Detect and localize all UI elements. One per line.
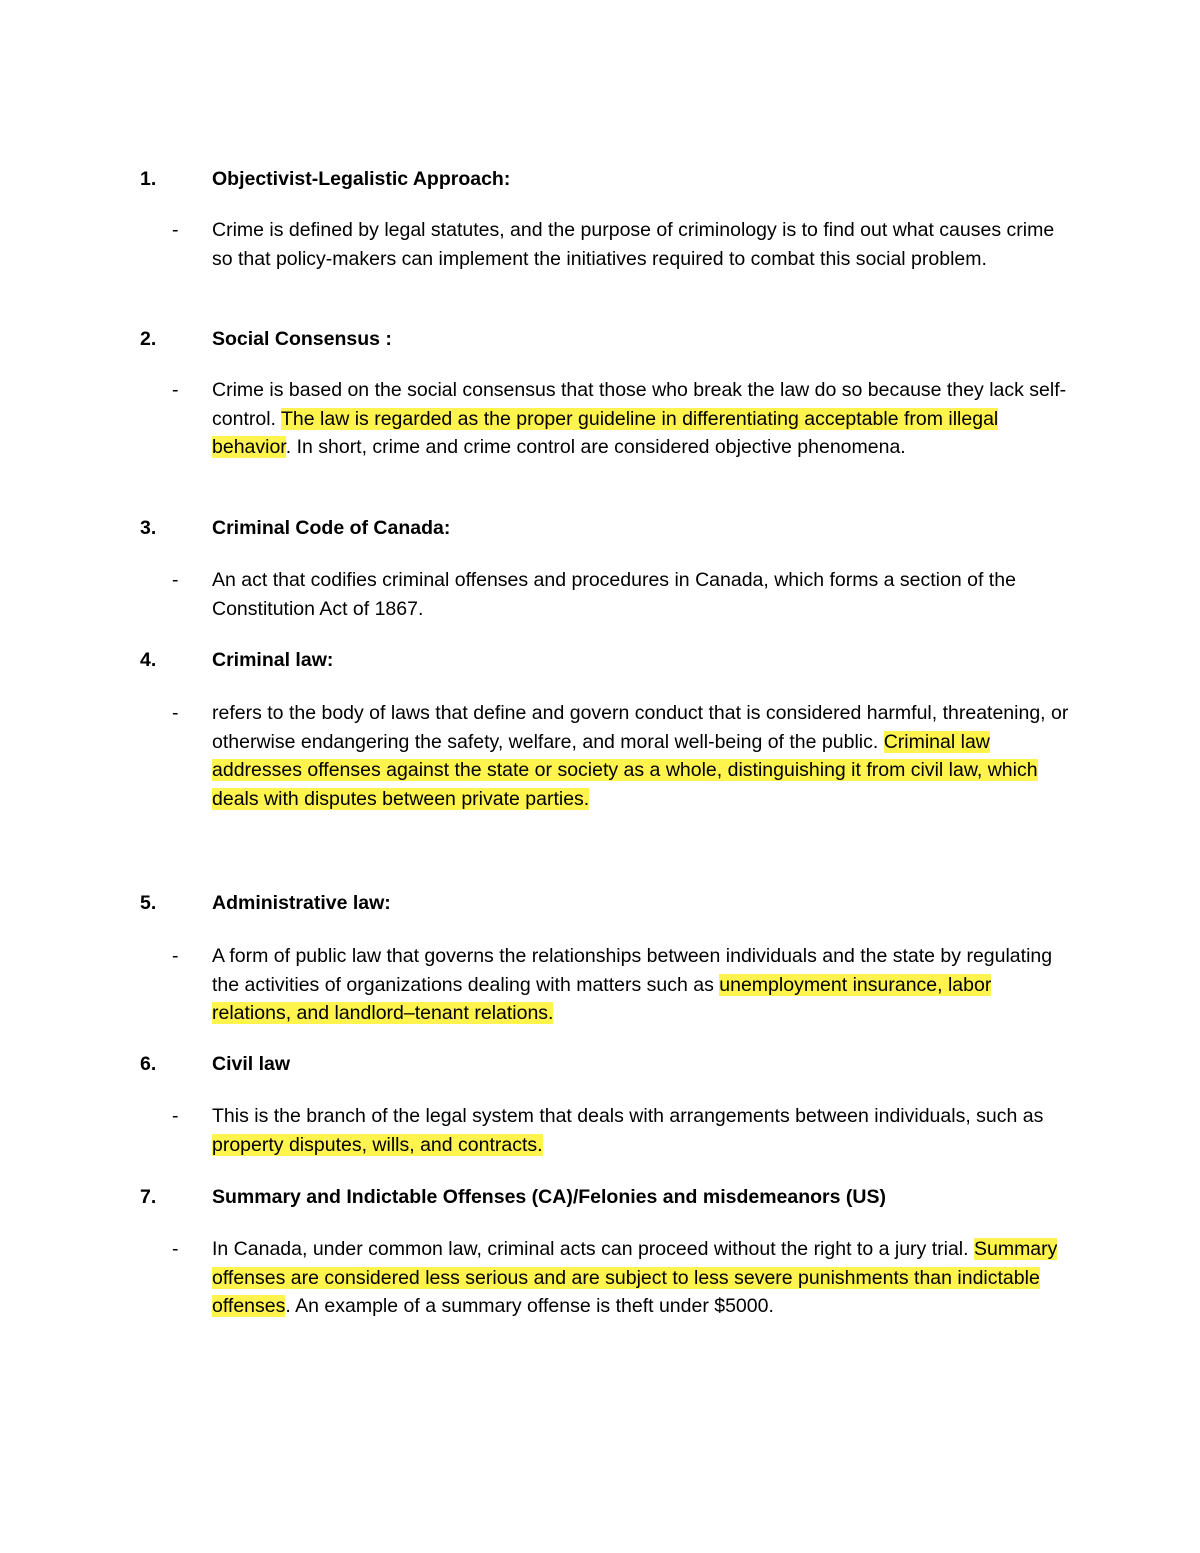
item-number-5: 5. [140,892,157,914]
item-text-7 [212,1235,1072,1321]
item-text-3 [212,566,1072,623]
item-title-1: Objectivist-Legalistic Approach: [212,168,511,190]
item-title-3: Criminal Code of Canada: [212,517,451,539]
bullet-dash: - [172,702,179,724]
text-segment: . An example of a summary offense is theft under $5000. [285,1295,774,1318]
text-segment: This is the branch of the legal system that deals with arrangements between individuals, such as [212,1105,1044,1127]
item-number-1: 1. [140,168,157,190]
bullet-dash: - [172,219,179,241]
highlighted-text: unemployment insurance, labor relations, and landlord–tenant relations. [212,973,992,1025]
item-text-6 [212,1102,1072,1159]
item-text-5 [212,942,1072,1028]
text-segment: Crime is defined by legal statutes, and the purpose of criminology is to find out what causes crime so that policy-makers can implement the initiatives required to combat this social problem. [212,219,1055,270]
text-segment: refers to the body of laws that define and govern conduct that is considered harmful, threatening, or otherwise endangering the safety, welfare, and moral well-being of the public. [212,702,1069,753]
text-segment: . In short, crime and crime control are considered objective phenomena. [285,436,906,459]
item-text-2 [212,376,1072,462]
item-heading-5 [140,889,391,917]
text-segment: A form of public law that governs the relationships between individuals and the state by regulating the activities of organizations dealing with matters such as [212,945,1053,996]
item-title-2: Social Consensus : [212,328,392,350]
bullet-dash: - [172,569,179,591]
highlighted-text: Criminal law addresses offenses against the state or society as a whole, distinguishing it from civil law, which deals with disputes between private parties. [212,730,1038,810]
item-heading-1 [140,165,510,193]
item-heading-7 [140,1183,886,1211]
item-heading-2 [140,325,392,353]
highlighted-text: The law is regarded as the proper guideline in differentiating acceptable from illegal behavior [212,407,999,459]
bullet-dash: - [172,1105,179,1127]
highlighted-text: Summary offenses are considered less serious and are subject to less severe punishments than indictable offenses [212,1238,1058,1318]
text-segment: In Canada, under common law, criminal acts can proceed without the right to a jury trial. [212,1238,974,1260]
bullet-dash: - [172,379,179,401]
item-number-4: 4. [140,649,157,671]
item-heading-6 [140,1050,290,1078]
item-title-7: Summary and Indictable Offenses (CA)/Felonies and misdemeanors (US) [212,1186,886,1208]
bullet-dash: - [172,945,179,967]
item-number-3: 3. [140,517,157,539]
bullet-dash: - [172,1238,179,1260]
item-number-6: 6. [140,1053,157,1075]
item-title-5: Administrative law: [212,892,391,914]
highlighted-text: property disputes, wills, and contracts. [212,1133,543,1156]
item-title-4: Criminal law: [212,649,334,671]
text-segment: Crime is based on the social consensus that those who break the law do so because they lack self-control. [212,379,1067,430]
item-text-1 [212,216,1072,273]
item-title-6: Civil law [212,1053,291,1075]
item-heading-3 [140,514,450,542]
item-text-4 [212,699,1072,813]
text-segment: An act that codifies criminal offenses and procedures in Canada, which forms a section of the Constitution Act of 1867. [212,569,1016,620]
item-number-2: 2. [140,328,157,350]
item-heading-4 [140,646,333,674]
item-number-7: 7. [140,1186,157,1208]
